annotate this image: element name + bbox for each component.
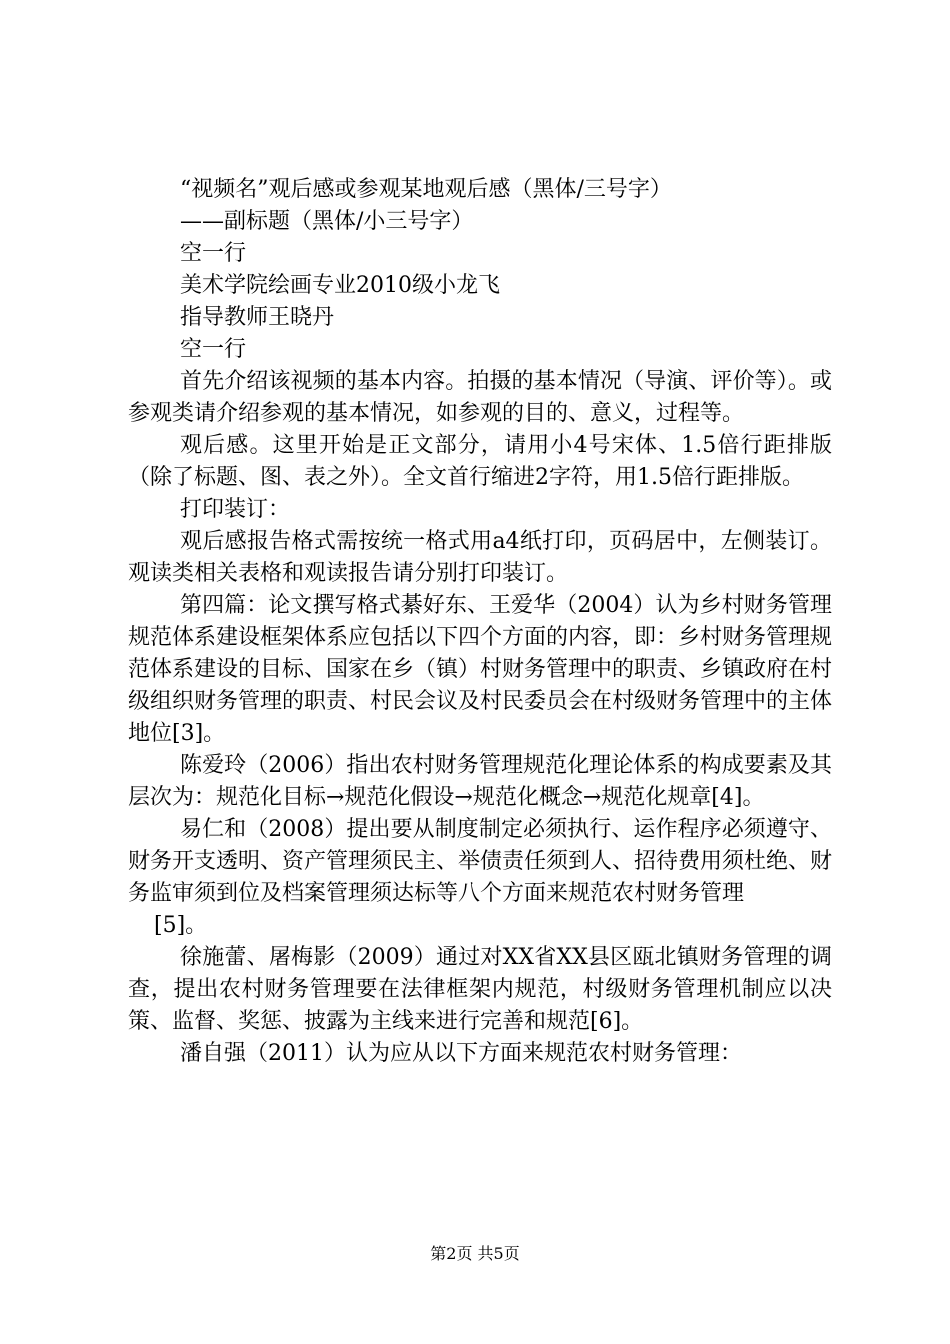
blank-line-note: 空一行 [180,241,247,266]
advisor-line: 指导教师王晓丹 [180,305,335,330]
document-body [128,174,832,1070]
body-paragraph: 首先介绍该视频的基本内容。拍摄的基本情况（导演、评价等）。或参观类请介绍参观的基本情况，如参观的目的、意义，过程等。 [128,369,832,426]
body-paragraph: 徐施蕾、屠梅影（2009）通过对XX省XX县区瓯北镇财务管理的调查，提出农村财务管理要在法律框架内规范，村级财务管理机制应以决策、监督、奖惩、披露为主线来进行完善和规范[6]。 [128,945,832,1034]
citation-continuation: [5]。 [154,913,208,938]
body-paragraph: 易仁和（2008）提出要从制度制定必须执行、运作程序必须遵守、财务开支透明、资产管理须民主、举债责任须到人、招待费用须杜绝、财务监审须到位及档案管理须达标等八个方面来规范农村财务管理 [128,817,833,906]
body-paragraph: 打印装订： [180,497,291,522]
blank-line-note: 空一行 [180,337,247,362]
page-footer [0,1244,950,1264]
body-paragraph: 陈爱玲（2006）指出农村财务管理规范化理论体系的构成要素及其层次为：规范化目标→规范化假设→规范化概念→规范化规章[4]。 [128,753,832,810]
body-paragraph: 潘自强（2011）认为应从以下方面来规范农村财务管理： [180,1041,742,1066]
body-paragraph: 第四篇：论文撰写格式綦好东、王爱华（2004）认为乡村财务管理规范体系建设框架体系应包括以下四个方面的内容，即：乡村财务管理规范体系建设的目标、国家在乡（镇）村财务管理中的职责、乡镇政府在村级组织财务管理的职责、村民会议及村民委员会在村级财务管理中的主体地位[3]。 [128,593,833,746]
page-number-label: 第2页 共5页 [430,1244,520,1263]
document-title: “视频名”观后感或参观某地观后感（黑体/三号字） [180,177,672,202]
author-line: 美术学院绘画专业2010级小龙飞 [180,273,500,298]
body-paragraph: 观后感报告格式需按统一格式用a4纸打印，页码居中，左侧装订。观读类相关表格和观读报告请分别打印装订。 [128,529,832,586]
body-paragraph: 观后感。这里开始是正文部分，请用小4号宋体、1.5倍行距排版（除了标题、图、表之外）。全文首行缩进2字符，用1.5倍行距排版。 [128,433,832,490]
document-subtitle: ——副标题（黑体/小三号字） [180,209,474,234]
